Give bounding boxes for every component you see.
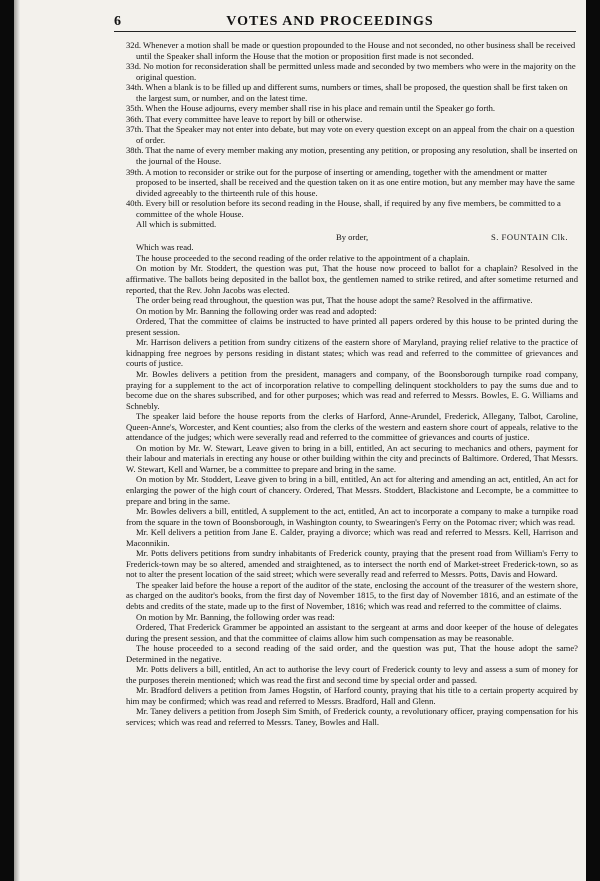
paragraph: Ordered, That the committee of claims be instructed to have printed all papers ordered by this house to be printed during the present session. <box>126 316 578 337</box>
rule-item: 37th. That the Speaker may not enter into debate, but may vote on every question except on an appeal from the chair on a question of order. <box>126 124 575 145</box>
signature-line <box>126 232 578 243</box>
rule-item: 35th. When the House adjourns, every member shall rise in his place and remain until the Speaker go forth. <box>126 103 496 114</box>
paragraph: The house proceeded to a second reading of the said order, and the question was put, That the house adopt the same? Determined in the negative. <box>126 643 578 664</box>
paragraph: Mr. Bowles delivers a petition from the president, managers and company, of the Boonsborough turnpike road company, praying for a supplement to the act of incorporation relative to compelling delinquent stockholders to pay the sums due and to become due on the shares subscribed, and for other purposes; which was read and referred to Messrs. Bowles, E. G. Williams and Schnebly. <box>126 368 578 411</box>
page-number: 6 <box>114 14 121 29</box>
rule-item: 36th. That every committee have leave to report by bill or otherwise. <box>126 113 363 124</box>
rule-item: 39th. A motion to reconsider or strike out for the purpose of inserting or amending, together with the amendment or matter proposed to be inserted, shall be received and the question taken on it as one entire motion, but any member may have the same divided agreeably to the thirteenth rule of this house. <box>126 166 575 198</box>
paragraph: The house proceeded to the second reading of the order relative to the appointment of a chaplain. <box>136 252 470 263</box>
paragraph: Ordered, That Frederick Grammer be appointed an assistant to the sergeant at arms and door keeper of the house of delegates during the present session, and that the committee of claims allow him such compensation as may be reasonable. <box>126 622 578 643</box>
rule-item: 40th. Every bill or resolution before its second reading in the House, shall, if required by any five members, be committed to a committee of the whole House. <box>126 198 561 219</box>
page-header <box>14 14 586 30</box>
document-body <box>126 40 578 728</box>
paragraph: The order being read throughout, the question was put, That the house adopt the same? Resolved in the affirmative. <box>136 295 533 306</box>
clerk-signature: S. FOUNTAIN Clk. <box>490 231 568 242</box>
paragraph: Mr. Kell delivers a petition from Jane E. Calder, praying a divorce; which was read and referred to Messrs. Kell, Harrison and Maconnikin. <box>126 527 578 548</box>
proceedings <box>126 242 578 727</box>
paragraph: Mr. Potts delivers petitions from sundry inhabitants of Frederick county, praying that the present road from William's Ferry to Frederick-town may be so altered, amended and straightened, as to intersect the north end of Market-street Frederick-town, so as not to alter the present location of the said street; which were severally read and referred to Messrs. Potts, Davis and Howard. <box>126 548 578 580</box>
rules-list <box>126 40 578 219</box>
rule-item: 32d. Whenever a motion shall be made or question propounded to the House and not seconded, no other business shall be received until the Speaker shall inform the House that the motion or proposition first made is not seconded. <box>126 40 576 61</box>
page-title: VOTES AND PROCEEDINGS <box>226 14 434 29</box>
paragraph: The speaker laid before the house a report of the auditor of the state, enclosing the account of the treasurer of the western shore, as charged on the auditor's books, from the first day of November 1815, to the first day of November 1816, and an estimate of the debts and credits of the state, made up to the first of November, 1816; which was read and referred to the committee of claims. <box>126 579 578 611</box>
by-order-text: By order, <box>336 231 369 242</box>
paragraph: On motion by Mr. Stoddert, the question was put, That the house now proceed to ballot for a chaplain? Resolved in the affirmative. The ballots being deposited in the ballot box, the gentlemen named to strike retired, and after sometime returned and reported, that the Rev. John Jacobs was elected. <box>126 263 578 295</box>
paragraph: Which was read. <box>136 242 194 253</box>
header-rule <box>114 31 576 32</box>
paragraph: On motion by Mr. W. Stewart, Leave given to bring in a bill, entitled, An act securing to mechanics and others, payment for their labour and materials in erecting any house or other building within the city and precincts of Baltimore. Ordered, That Messrs. W. Stewart, Kell and Warner, be a committee to prepare and bring in the same. <box>126 442 578 474</box>
paragraph: On motion by Mr. Banning the following order was read and adopted: <box>136 305 377 316</box>
rule-item: 34th. When a blank is to be filled up and different sums, numbers or times, shall be proposed, the question shall be first taken on the largest sum, or number, and on the latest time. <box>126 82 568 103</box>
rule-item: 38th. That the name of every member making any motion, presenting any petition, or proposing any resolution, shall be inserted on the journal of the House. <box>126 145 578 167</box>
paragraph: On motion by Mr. Stoddert, Leave given to bring in a bill, entitled, An act for altering and amending an act, entitled, An act for enlarging the power of the high court of chancery. Ordered, That Messrs. Stoddert, Blackistone and Lecompte, be a committee to prepare and bring in the same. <box>126 474 578 506</box>
rule-item: 33d. No motion for reconsideration shall be permitted unless made and seconded by two members who were in the majority on the original question. <box>126 61 576 82</box>
paragraph: Mr. Potts delivers a bill, entitled, An act to authorise the levy court of Frederick county to levy and assess a sum of money for the purposes therein mentioned; which was read the first and second time by special order and passed. <box>126 664 578 685</box>
paragraph: On motion by Mr. Banning, the following order was read: <box>136 611 335 622</box>
paragraph: Mr. Bowles delivers a bill, entitled, A supplement to the act, entitled, An act to incorporate a company to make a turnpike road from the square in the town of Boonsborough, in Washington county, to Swearingen's Ferry on the Potomac river; which was read. <box>126 506 578 527</box>
paragraph: Mr. Taney delivers a petition from Joseph Sim Smith, of Frederick county, a revolutionary officer, praying compensation for his services; which was read and referred to Messrs. Taney, Bowles and Hall. <box>126 706 578 727</box>
submitted-line: All which is submitted. <box>136 219 217 230</box>
paragraph: The speaker laid before the house reports from the clerks of Harford, Anne-Arundel, Frederick, Allegany, Talbot, Caroline, Queen-Anne's, Worcester, and Kent counties; also from the clerks of the western and eastern shore court of appeals, relative to the attendance of the judges; which were severally read and referred to the committee of grievances and courts of justice. <box>126 411 578 443</box>
document-page <box>14 0 586 881</box>
paragraph: Mr. Harrison delivers a petition from sundry citizens of the eastern shore of Maryland, praying relief relative to the practice of kidnapping free negroes by persons residing in distant states; which was read and referred to the committee of grievances and courts of justice. <box>126 337 578 369</box>
paragraph: Mr. Bradford delivers a petition from James Hogstin, of Harford county, praying that his title to a certain property acquired by him may be confirmed; which was read and referred to Messrs. Bradford, Hall and Glenn. <box>126 685 578 706</box>
